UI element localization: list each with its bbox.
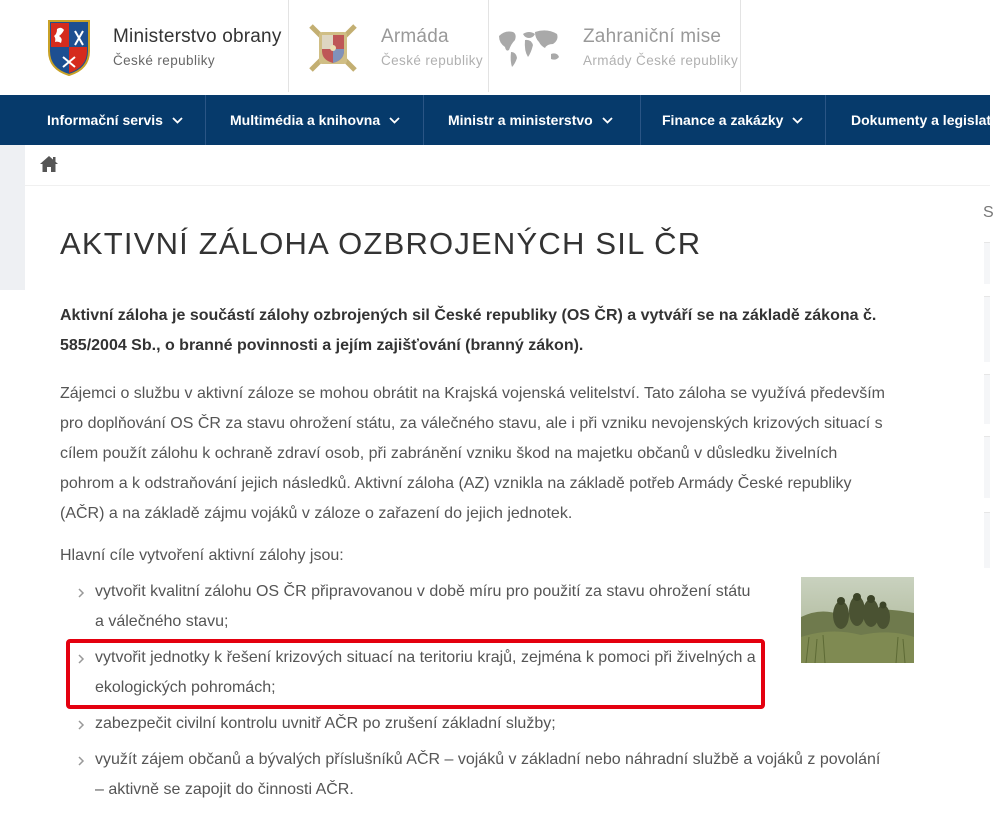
lead-paragraph: Aktivní záloha je součástí zálohy ozbrojených sil České republiky (OS ČR) a vytváří se na základě zákona č. 585/2004 Sb., o branné povinnosti a jejím zajišťování (branný zákon). (60, 307, 877, 354)
site-header (0, 0, 990, 95)
sidebar-card[interactable] (984, 296, 990, 362)
list-item-text: vytvořit kvalitní zálohu OS ČR připravovanou v době míru pro použití za stavu ohrožení státu a válečného stavu; (95, 583, 751, 630)
nav-item-label: Dokumenty a legislat (851, 112, 992, 128)
nav-item-informacni-servis[interactable] (47, 95, 183, 145)
chevron-down-icon (172, 117, 183, 124)
brand-subtitle: České republiky (381, 52, 484, 68)
list-item (60, 643, 760, 703)
chevron-down-icon (389, 117, 400, 124)
sidebar-card[interactable] (984, 374, 990, 424)
header-divider (488, 0, 489, 92)
chevron-right-icon (78, 720, 84, 730)
page-title: AKTIVNÍ ZÁLOHA OZBROJENÝCH SIL ČR (60, 226, 702, 261)
sidebar-card[interactable] (984, 242, 990, 284)
header-divider (740, 0, 741, 92)
list-item (60, 745, 890, 805)
nav-divider (640, 95, 641, 145)
list-item (60, 709, 890, 739)
chevron-down-icon (792, 117, 803, 124)
brand-title: Armáda (381, 26, 449, 48)
page-background (0, 145, 25, 290)
nav-item-dokumenty[interactable] (851, 95, 991, 145)
nav-divider (825, 95, 826, 145)
nav-item-label: Multimédia a knihovna (230, 112, 381, 128)
chevron-down-icon (602, 117, 613, 124)
nav-divider (205, 95, 206, 145)
soldiers-photo[interactable] (801, 577, 914, 663)
nav-item-multimedia[interactable] (230, 95, 400, 145)
coat-of-arms-icon (47, 19, 91, 77)
nav-divider (423, 95, 424, 145)
body-paragraph: Zájemci o službu v aktivní záloze se mohou obrátit na Krajská vojenská velitelství. Tato záloha se využívá především pro doplňování OS ČR za stavu ohrožení státu, za válečného stavu, ale i při vzniku nevojenských krizových situací s cílem použít zálohu k ochraně zdraví osob, při zabránění vzniku škod na majetku občanů v důsledku živelních pohrom a k odstraňování jejich následků. Aktivní záloha (AZ) vznikla na základě potřeb Armády České republiky (AČR) a na základě zájmu vojáků v záloze o zařazení do jejich jednotek. (60, 385, 885, 522)
sidebar-card[interactable] (984, 436, 990, 498)
brand-title: Ministerstvo obrany (113, 26, 282, 48)
chevron-right-icon (78, 588, 84, 598)
brand-subtitle: Armády České republiky (583, 52, 739, 68)
sidebar-heading: S (983, 204, 994, 221)
breadcrumb (25, 145, 990, 186)
home-icon[interactable] (39, 155, 59, 173)
brand-armada[interactable] (305, 0, 483, 95)
chevron-right-icon (78, 654, 84, 664)
chevron-right-icon (78, 756, 84, 766)
sidebar-card[interactable] (984, 512, 990, 568)
main-navigation (0, 95, 990, 145)
army-emblem-icon (305, 20, 361, 76)
world-map-icon (497, 28, 563, 68)
list-item-text: vytvořit jednotky k řešení krizových situací na teritoriu krajů, zejména k pomoci při živelných a ekologických pohromách; (95, 649, 756, 696)
header-divider (288, 0, 289, 92)
goals-list (60, 577, 890, 805)
brand-zahranicni-mise[interactable] (497, 0, 738, 95)
brand-title: Zahraniční mise (583, 26, 722, 48)
goals-intro: Hlavní cíle vytvoření aktivní zálohy jsou: (60, 547, 344, 564)
article-body (60, 301, 890, 811)
brand-subtitle: České republiky (113, 52, 216, 68)
nav-item-finance[interactable] (662, 95, 803, 145)
nav-item-ministr[interactable] (448, 95, 613, 145)
list-item-text: zabezpečit civilní kontrolu uvnitř AČR po zrušení základní služby; (95, 715, 556, 732)
brand-ministerstvo-obrany[interactable] (47, 0, 282, 95)
nav-item-label: Ministr a ministerstvo (448, 112, 593, 128)
list-item (60, 577, 760, 637)
list-item-text: využít zájem občanů a bývalých příslušníků AČR – vojáků v základní nebo náhradní službě a vojáků z povolání – aktivně se zapojit do činnosti AČR. (95, 751, 881, 798)
right-sidebar (957, 186, 994, 825)
nav-item-label: Informační servis (47, 112, 163, 128)
nav-item-label: Finance a zakázky (662, 112, 784, 128)
main-content (25, 186, 957, 825)
